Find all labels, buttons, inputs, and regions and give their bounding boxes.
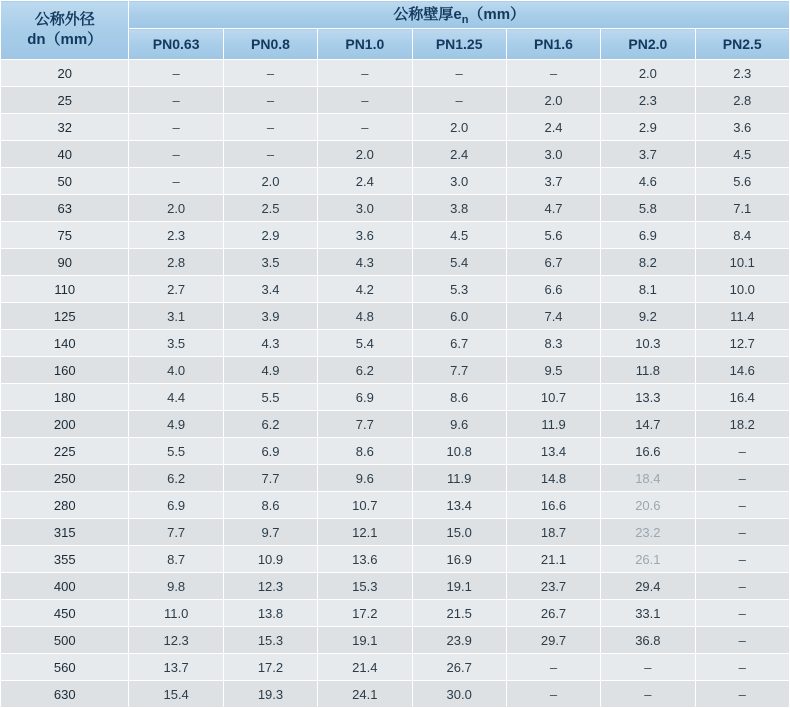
cell-dn: 90 (1, 249, 129, 276)
cell-thickness: 5.5 (223, 384, 317, 411)
cell-thickness: 19.3 (223, 681, 317, 708)
cell-thickness: 3.1 (129, 303, 223, 330)
cell-thickness: – (318, 87, 412, 114)
table-row (1, 222, 790, 249)
cell-thickness: 6.9 (601, 222, 695, 249)
cell-thickness: 5.6 (506, 222, 600, 249)
cell-thickness: 6.2 (223, 411, 317, 438)
cell-thickness: 2.0 (506, 87, 600, 114)
table-row (1, 411, 790, 438)
cell-thickness: 3.5 (223, 249, 317, 276)
cell-thickness: 16.4 (695, 384, 789, 411)
corner-header-cell (1, 1, 129, 60)
cell-thickness: 17.2 (223, 654, 317, 681)
cell-thickness: 12.3 (129, 627, 223, 654)
table-row (1, 249, 790, 276)
cell-thickness: 8.6 (318, 438, 412, 465)
cell-thickness: – (695, 438, 789, 465)
cell-dn: 110 (1, 276, 129, 303)
cell-thickness: 5.4 (318, 330, 412, 357)
cell-thickness: – (506, 654, 600, 681)
cell-thickness: 4.9 (129, 411, 223, 438)
cell-thickness: 3.6 (318, 222, 412, 249)
table-row (1, 492, 790, 519)
corner-header-bottom: dn（mm） (27, 31, 103, 48)
cell-thickness: 2.3 (695, 60, 789, 87)
cell-dn: 125 (1, 303, 129, 330)
cell-dn: 400 (1, 573, 129, 600)
cell-thickness: 4.4 (129, 384, 223, 411)
table-row (1, 330, 790, 357)
cell-thickness: 29.4 (601, 573, 695, 600)
cell-thickness: – (695, 681, 789, 708)
cell-thickness: 3.8 (412, 195, 506, 222)
cell-dn: 500 (1, 627, 129, 654)
table-row (1, 465, 790, 492)
cell-thickness: – (129, 168, 223, 195)
table-row (1, 600, 790, 627)
cell-thickness: – (412, 87, 506, 114)
cell-dn: 32 (1, 114, 129, 141)
cell-dn: 200 (1, 411, 129, 438)
table-row (1, 627, 790, 654)
cell-thickness: 11.8 (601, 357, 695, 384)
cell-dn: 40 (1, 141, 129, 168)
cell-thickness: 4.6 (601, 168, 695, 195)
cell-thickness: 7.4 (506, 303, 600, 330)
cell-thickness: 6.9 (223, 438, 317, 465)
cell-thickness: 36.8 (601, 627, 695, 654)
table-row (1, 654, 790, 681)
cell-thickness: – (601, 681, 695, 708)
group-header-main: 公称壁厚e (393, 6, 462, 23)
cell-dn: 355 (1, 546, 129, 573)
cell-thickness: 15.3 (223, 627, 317, 654)
cell-thickness: 16.6 (601, 438, 695, 465)
cell-thickness: 12.3 (223, 573, 317, 600)
cell-thickness: 4.8 (318, 303, 412, 330)
cell-thickness: 18.2 (695, 411, 789, 438)
cell-thickness: 5.3 (412, 276, 506, 303)
cell-thickness: 8.2 (601, 249, 695, 276)
cell-thickness: 23.9 (412, 627, 506, 654)
cell-dn: 630 (1, 681, 129, 708)
cell-thickness: 10.7 (318, 492, 412, 519)
cell-thickness: 3.7 (601, 141, 695, 168)
cell-thickness: 10.1 (695, 249, 789, 276)
cell-thickness: 11.9 (412, 465, 506, 492)
column-header-pn08: PN0.8 (223, 29, 317, 60)
cell-thickness: 2.3 (601, 87, 695, 114)
cell-thickness: 11.4 (695, 303, 789, 330)
group-header-cell (129, 1, 790, 29)
cell-thickness: 9.5 (506, 357, 600, 384)
cell-thickness: 7.7 (223, 465, 317, 492)
cell-thickness: 8.1 (601, 276, 695, 303)
cell-thickness: – (318, 114, 412, 141)
cell-thickness: – (129, 60, 223, 87)
cell-thickness: 5.4 (412, 249, 506, 276)
cell-thickness: 3.5 (129, 330, 223, 357)
cell-dn: 315 (1, 519, 129, 546)
cell-thickness: 3.6 (695, 114, 789, 141)
cell-thickness: – (223, 114, 317, 141)
cell-thickness: 5.6 (695, 168, 789, 195)
table-row (1, 60, 790, 87)
table-row (1, 114, 790, 141)
cell-thickness: 33.1 (601, 600, 695, 627)
cell-thickness: 12.7 (695, 330, 789, 357)
cell-thickness: – (318, 60, 412, 87)
cell-thickness: – (695, 573, 789, 600)
column-header-pn063: PN0.63 (129, 29, 223, 60)
cell-thickness: – (695, 519, 789, 546)
cell-thickness: 2.0 (129, 195, 223, 222)
cell-thickness: 8.6 (412, 384, 506, 411)
cell-thickness: 4.7 (506, 195, 600, 222)
cell-thickness: 2.5 (223, 195, 317, 222)
table-row (1, 546, 790, 573)
column-header-pn10: PN1.0 (318, 29, 412, 60)
cell-thickness: 2.8 (695, 87, 789, 114)
cell-thickness: – (506, 60, 600, 87)
cell-thickness: 3.7 (506, 168, 600, 195)
table-row (1, 438, 790, 465)
cell-thickness: 13.8 (223, 600, 317, 627)
cell-thickness: 23.2 (601, 519, 695, 546)
group-header-subscript: n (461, 14, 469, 26)
cell-thickness: 2.8 (129, 249, 223, 276)
cell-thickness: 14.7 (601, 411, 695, 438)
cell-thickness: 3.0 (412, 168, 506, 195)
cell-thickness: 30.0 (412, 681, 506, 708)
cell-thickness: – (129, 141, 223, 168)
cell-dn: 50 (1, 168, 129, 195)
cell-dn: 75 (1, 222, 129, 249)
table-row (1, 384, 790, 411)
cell-thickness: 2.0 (223, 168, 317, 195)
cell-thickness: 9.6 (412, 411, 506, 438)
cell-thickness: 6.6 (506, 276, 600, 303)
cell-thickness: 6.9 (129, 492, 223, 519)
cell-thickness: 26.7 (506, 600, 600, 627)
cell-thickness: 3.4 (223, 276, 317, 303)
cell-thickness: – (223, 141, 317, 168)
cell-thickness: 8.3 (506, 330, 600, 357)
table-row (1, 573, 790, 600)
cell-thickness: – (695, 627, 789, 654)
corner-header-top: 公称外径 (34, 10, 95, 28)
cell-thickness: 17.2 (318, 600, 412, 627)
cell-thickness: 7.7 (412, 357, 506, 384)
cell-thickness: 2.4 (318, 168, 412, 195)
cell-dn: 560 (1, 654, 129, 681)
cell-thickness: 16.6 (506, 492, 600, 519)
cell-thickness: 13.3 (601, 384, 695, 411)
cell-thickness: 12.1 (318, 519, 412, 546)
cell-thickness: 21.1 (506, 546, 600, 573)
cell-thickness: 6.0 (412, 303, 506, 330)
cell-thickness: 10.8 (412, 438, 506, 465)
cell-dn: 280 (1, 492, 129, 519)
cell-thickness: – (695, 654, 789, 681)
cell-thickness: 9.7 (223, 519, 317, 546)
cell-thickness: 13.4 (506, 438, 600, 465)
column-header-pn20: PN2.0 (601, 29, 695, 60)
cell-thickness: 8.4 (695, 222, 789, 249)
cell-thickness: 7.7 (318, 411, 412, 438)
cell-thickness: 4.2 (318, 276, 412, 303)
cell-thickness: – (695, 546, 789, 573)
table-row (1, 681, 790, 708)
cell-thickness: 21.4 (318, 654, 412, 681)
cell-thickness: 20.6 (601, 492, 695, 519)
table-row (1, 357, 790, 384)
cell-thickness: 24.1 (318, 681, 412, 708)
cell-thickness: 15.4 (129, 681, 223, 708)
cell-thickness: 2.0 (601, 60, 695, 87)
cell-thickness: 2.4 (506, 114, 600, 141)
cell-thickness: 9.2 (601, 303, 695, 330)
cell-thickness: 23.7 (506, 573, 600, 600)
cell-dn: 180 (1, 384, 129, 411)
cell-thickness: 6.9 (318, 384, 412, 411)
cell-thickness: 3.9 (223, 303, 317, 330)
cell-thickness: 4.9 (223, 357, 317, 384)
cell-thickness: – (129, 114, 223, 141)
cell-thickness: 2.9 (223, 222, 317, 249)
table-row (1, 141, 790, 168)
cell-thickness: – (695, 465, 789, 492)
cell-thickness: 14.8 (506, 465, 600, 492)
cell-thickness: 2.3 (129, 222, 223, 249)
cell-thickness: 7.7 (129, 519, 223, 546)
cell-thickness: 10.3 (601, 330, 695, 357)
cell-dn: 250 (1, 465, 129, 492)
cell-thickness: 13.6 (318, 546, 412, 573)
cell-thickness: 19.1 (412, 573, 506, 600)
cell-thickness: 2.0 (412, 114, 506, 141)
table-row (1, 195, 790, 222)
header-row-group (1, 1, 790, 29)
cell-thickness: 11.9 (506, 411, 600, 438)
table-head (1, 1, 790, 60)
cell-dn: 450 (1, 600, 129, 627)
column-header-pn125: PN1.25 (412, 29, 506, 60)
column-header-pn16: PN1.6 (506, 29, 600, 60)
cell-thickness: 4.0 (129, 357, 223, 384)
cell-thickness: – (695, 600, 789, 627)
table-row (1, 303, 790, 330)
cell-thickness: 8.6 (223, 492, 317, 519)
cell-thickness: 19.1 (318, 627, 412, 654)
cell-dn: 63 (1, 195, 129, 222)
column-header-pn25: PN2.5 (695, 29, 789, 60)
cell-thickness: 2.9 (601, 114, 695, 141)
cell-thickness: – (223, 87, 317, 114)
group-header-unit: （mm） (468, 6, 526, 23)
table-row (1, 87, 790, 114)
cell-thickness: – (129, 87, 223, 114)
cell-thickness: – (506, 681, 600, 708)
cell-thickness: 5.8 (601, 195, 695, 222)
cell-thickness: 6.7 (506, 249, 600, 276)
cell-thickness: 3.0 (318, 195, 412, 222)
cell-thickness: 16.9 (412, 546, 506, 573)
table-row (1, 519, 790, 546)
table-row (1, 168, 790, 195)
cell-thickness: 15.3 (318, 573, 412, 600)
cell-dn: 20 (1, 60, 129, 87)
cell-thickness: 4.3 (223, 330, 317, 357)
cell-thickness: 8.7 (129, 546, 223, 573)
cell-thickness: 11.0 (129, 600, 223, 627)
cell-thickness: 4.5 (695, 141, 789, 168)
cell-thickness: – (695, 492, 789, 519)
cell-thickness: 10.9 (223, 546, 317, 573)
cell-thickness: – (412, 60, 506, 87)
cell-thickness: 2.7 (129, 276, 223, 303)
cell-dn: 160 (1, 357, 129, 384)
cell-thickness: 26.7 (412, 654, 506, 681)
cell-thickness: 10.0 (695, 276, 789, 303)
cell-thickness: 3.0 (506, 141, 600, 168)
cell-thickness: 9.8 (129, 573, 223, 600)
cell-thickness: 18.4 (601, 465, 695, 492)
cell-thickness: – (601, 654, 695, 681)
cell-thickness: 18.7 (506, 519, 600, 546)
cell-thickness: 6.2 (318, 357, 412, 384)
cell-thickness: 26.1 (601, 546, 695, 573)
cell-thickness: 6.7 (412, 330, 506, 357)
cell-thickness: 29.7 (506, 627, 600, 654)
cell-thickness: 4.3 (318, 249, 412, 276)
cell-thickness: 10.7 (506, 384, 600, 411)
cell-thickness: 4.5 (412, 222, 506, 249)
cell-thickness: 21.5 (412, 600, 506, 627)
cell-dn: 140 (1, 330, 129, 357)
cell-thickness: – (223, 60, 317, 87)
cell-thickness: 5.5 (129, 438, 223, 465)
cell-thickness: 13.7 (129, 654, 223, 681)
cell-thickness: 15.0 (412, 519, 506, 546)
cell-dn: 225 (1, 438, 129, 465)
table-body (1, 60, 790, 708)
cell-thickness: 13.4 (412, 492, 506, 519)
cell-thickness: 7.1 (695, 195, 789, 222)
cell-thickness: 2.0 (318, 141, 412, 168)
cell-thickness: 9.6 (318, 465, 412, 492)
table-row (1, 276, 790, 303)
cell-dn: 25 (1, 87, 129, 114)
cell-thickness: 6.2 (129, 465, 223, 492)
cell-thickness: 14.6 (695, 357, 789, 384)
cell-thickness: 2.4 (412, 141, 506, 168)
